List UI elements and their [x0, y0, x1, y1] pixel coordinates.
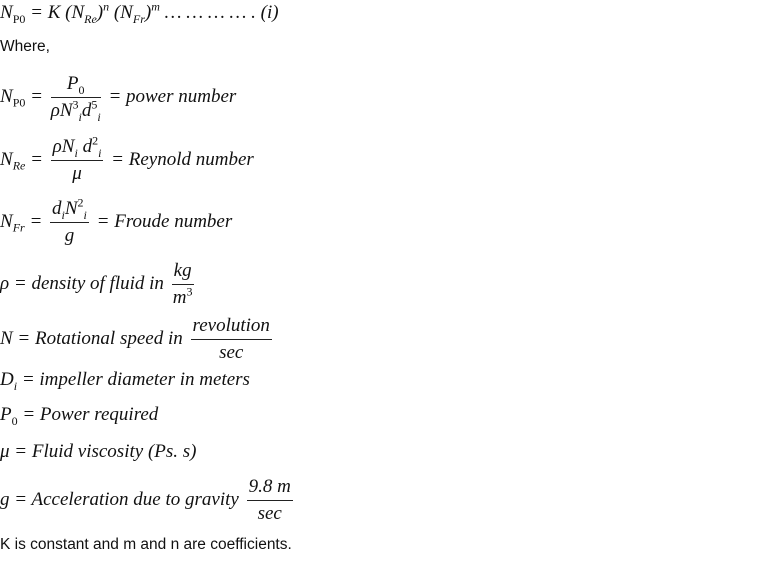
fraction	[172, 260, 194, 309]
numerator: P	[66, 73, 79, 94]
description: N = Rotational speed in	[0, 327, 183, 349]
speed-definition	[0, 315, 275, 364]
subscript: Re	[12, 158, 26, 173]
subscript: P0	[12, 11, 26, 26]
fraction	[50, 195, 89, 247]
subscript: i	[74, 145, 78, 160]
eq-part: … … … … . (	[159, 2, 268, 23]
numerator: d	[77, 136, 93, 157]
power-definition	[0, 404, 158, 426]
denominator: g	[64, 225, 75, 246]
numerator: kg	[172, 260, 194, 285]
fraction	[191, 315, 272, 364]
symbol: N	[0, 148, 13, 170]
description: ρ = density of fluid in	[0, 272, 164, 294]
exponent: m	[151, 0, 160, 14]
eq-part: )	[96, 2, 104, 23]
eq-part: = K (N	[25, 2, 85, 23]
numerator: 9.8 m	[247, 476, 293, 501]
subscript: i	[97, 109, 101, 124]
exponent: 2	[77, 195, 84, 210]
denominator: sec	[219, 342, 244, 363]
subscript: 0	[78, 82, 85, 97]
exponent: 5	[91, 97, 98, 112]
description: = Power required	[17, 404, 159, 425]
description: = power number	[108, 85, 237, 107]
main-equation	[0, 2, 279, 24]
eq-part: )	[144, 2, 152, 23]
exponent: 3	[72, 97, 79, 112]
symbol: N	[0, 210, 13, 232]
density-definition	[0, 260, 197, 309]
fraction	[247, 476, 293, 525]
froude-number-definition: $N_{Fr}$ = $\frac{d_iN^2_i}{g}$ = Froude number	[0, 195, 233, 246]
subscript: i	[83, 207, 87, 222]
subscript: Re	[84, 11, 97, 26]
symbol: D	[0, 369, 14, 390]
where-label: Where,	[0, 38, 50, 55]
description: = Reynold number	[111, 148, 254, 170]
subscript: Fr	[132, 11, 145, 26]
symbol: P	[0, 404, 12, 425]
description: = Froude number	[96, 210, 233, 232]
denominator: m	[172, 287, 187, 308]
denominator: ρN	[50, 100, 73, 121]
reynold-number-definition: $N_{Re}$ = $\frac{\rho N_i d^2_i}{\mu}$ = Reynold number	[0, 133, 254, 184]
footnote: K is constant and m and n are coefficients.	[0, 536, 292, 553]
subscript: 0	[11, 413, 18, 428]
exponent: 2	[92, 133, 99, 148]
exponent: n	[103, 0, 110, 14]
subscript: i	[78, 109, 82, 124]
denominator: μ	[72, 163, 82, 184]
subscript: i	[98, 145, 102, 160]
subscript: i	[13, 378, 18, 393]
subscript: i	[61, 207, 65, 222]
description: = impeller diameter in meters	[17, 369, 250, 390]
numerator: revolution	[191, 315, 272, 340]
symbol: N	[0, 2, 13, 23]
diameter-definition	[0, 369, 250, 391]
denominator: d	[81, 100, 92, 121]
numerator: N	[64, 198, 78, 219]
subscript: Fr	[12, 220, 25, 235]
eq-part: )	[272, 2, 279, 23]
numerator: d	[52, 198, 62, 219]
exponent: 3	[186, 284, 193, 299]
gravity-definition	[0, 476, 296, 525]
fraction	[51, 133, 104, 185]
description: g = Acceleration due to gravity	[0, 488, 239, 510]
fraction	[51, 73, 101, 122]
power-number-definition: $N_{P0}$ = $\frac{P_0}{\rho N^3_id^5_i}$ = power number	[0, 73, 237, 124]
eq-part: (N	[109, 2, 133, 23]
symbol: N	[0, 85, 13, 107]
subscript: P0	[12, 95, 26, 110]
equation-label: i	[267, 2, 273, 23]
viscosity-definition: μ = Fluid viscosity (Ps. s)	[0, 441, 197, 462]
numerator: ρN	[52, 136, 75, 157]
denominator: sec	[257, 503, 282, 524]
